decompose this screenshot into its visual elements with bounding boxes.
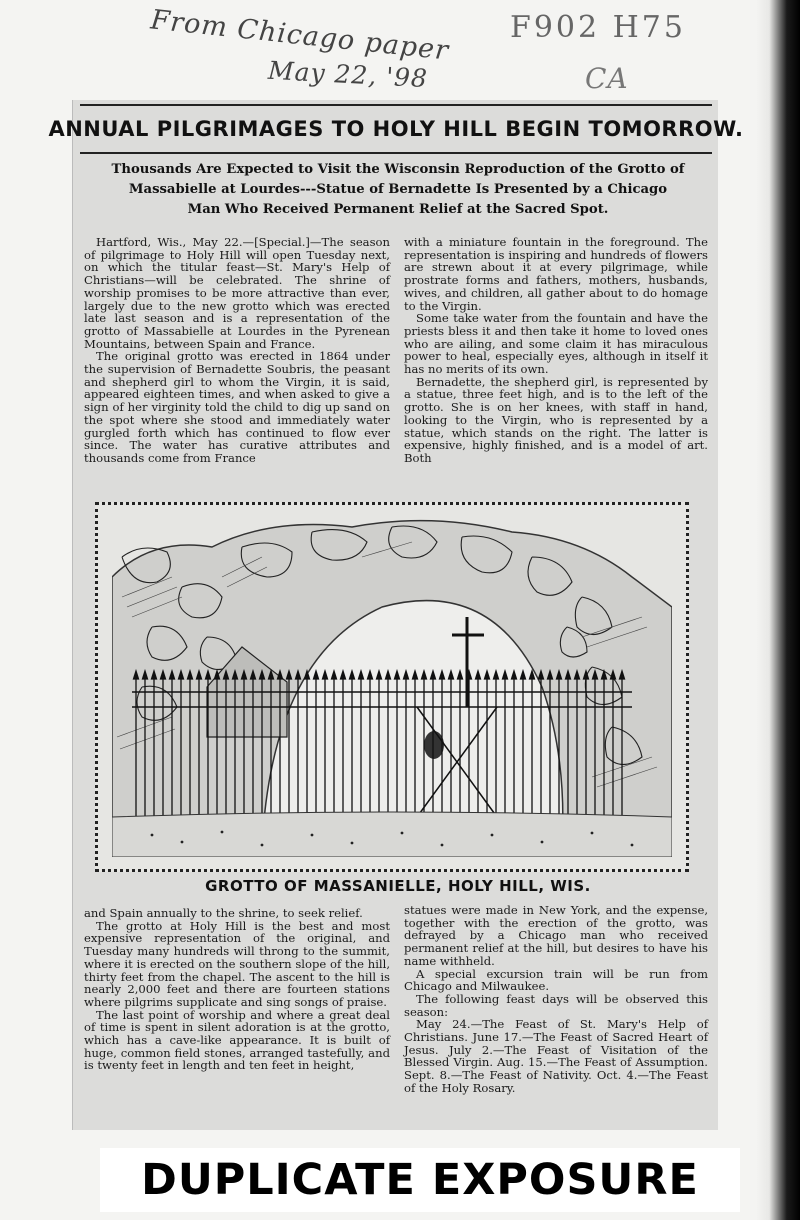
duplicate-exposure-stamp	[100, 1148, 740, 1212]
handwritten-call-number: F902 H75	[510, 10, 686, 45]
paragraph: The original grotto was erected in 1864 under the supervision of Bernadette Soubris, the peasant and shepherd girl to whom the Virgin, it is said, appeared eighteen times, and when asked to give a sign of her virginity told the child to dig up sand on the spot where she stood and immediately water gurgled forth which has continued to flow ever since. The water has curative attributes and thousands come from France	[84, 349, 390, 465]
illustration-caption: GROTTO OF MASSANIELLE, HOLY HILL, WIS.	[205, 877, 591, 895]
paragraph: The following feast days will be observed this season:	[404, 991, 708, 1019]
headline: ANNUAL PILGRIMAGES TO HOLY HILL BEGIN TOMORROW.	[48, 117, 744, 141]
paragraph: with a miniature fountain in the foreground. The representation is inspiring and hundreds of flowers are strewn about it at every pilgrimage, while prostrate forms and fathers, mothers, husbands, wives, and children, all gather about to do homage to the Virgin.	[404, 235, 708, 313]
paragraph: Hartford, Wis., May 22.—[Special.]—The season of pilgrimage to Holy Hill will open Tuesday next, on which the titular feast—St. Mary's Help of Christians—will be celebrated. The shrine of worship promises to be more attractive than ever, largely due to the new grotto which was erected late last season and is a representation of the grotto of Massabielle at Lourdes in the Pyrenean Mountains, between Spain and France.	[84, 235, 390, 351]
scan-edge	[756, 0, 800, 1220]
handwritten-source-note: From Chicago paper	[149, 4, 451, 67]
article-column-2	[404, 236, 708, 465]
paragraph: A special excursion train will be run from Chicago and Milwaukee.	[404, 966, 708, 994]
grotto-illustration	[95, 502, 689, 872]
paragraph: and Spain annually to the shrine, to seek relief.	[84, 906, 363, 920]
paragraph: May 24.—The Feast of St. Mary's Help of Christians. June 17.—The Feast of Sacred Heart of Jesus. July 2.—The Feast of Visitation of the Blessed Virgin. Aug. 15.—The Feast of Assumption. Sept. 8.—The Feast of Nativity. Oct. 4.—The Feast of the Holy Rosary.	[404, 1017, 708, 1095]
grotto-drawing	[112, 517, 672, 857]
subheadline-deck	[78, 160, 718, 220]
deck-line: Thousands Are Expected to Visit the Wisconsin Reproduction of the Grotto of	[111, 162, 685, 177]
article-column-4	[404, 904, 708, 1095]
stamp-label: DUPLICATE EXPOSURE	[141, 1155, 699, 1205]
handwritten-date-note: May 22, '98	[267, 55, 429, 94]
article-column-1	[84, 236, 390, 465]
article-column-3	[84, 907, 390, 1072]
handwritten-call-suffix: CA	[585, 62, 629, 95]
paragraph: The last point of worship and where a great deal of time is spent in silent adoration is at the grotto, which has a cave-like appearance. It is built of huge, common field stones, arranged tastefully, and is twenty feet in length and ten feet in height,	[84, 1007, 390, 1073]
paragraph: statues were made in New York, and the expense, together with the erection of the grotto, was defrayed by a Chicago man who received permanent relief at the hill, but desires to have his name withheld.	[404, 903, 708, 968]
paragraph: Bernadette, the shepherd girl, is represented by a statue, three feet high, and is to the left of the grotto. She is on her knees, with staff in hand, looking to the Virgin, who is represented by a statue, which stands on the right. The latter is expensive, highly finished, and is a model of art. Both	[404, 374, 708, 465]
deck-line: Massabielle at Lourdes---Statue of Bernadette Is Presented by a Chicago	[128, 182, 668, 197]
paragraph: The grotto at Holy Hill is the best and most expensive representation of the original, and Tuesday many hundreds will throng to the summit, where it is erected on the southern slope of the hill, thirty feet from the chapel. The ascent to the hill is nearly 2,000 feet and there are fourteen stations where pilgrims supplicate and sing songs of praise.	[84, 918, 390, 1009]
headline-rule	[48, 104, 744, 154]
deck-line: Man Who Received Permanent Relief at the Sacred Spot.	[187, 202, 609, 217]
paragraph: Some take water from the fountain and have the priests bless it and then take it home to loved ones who are ailing, and some claim it has miraculous power to heal, especially eyes, although in itself it has no merits of its own.	[404, 311, 708, 377]
